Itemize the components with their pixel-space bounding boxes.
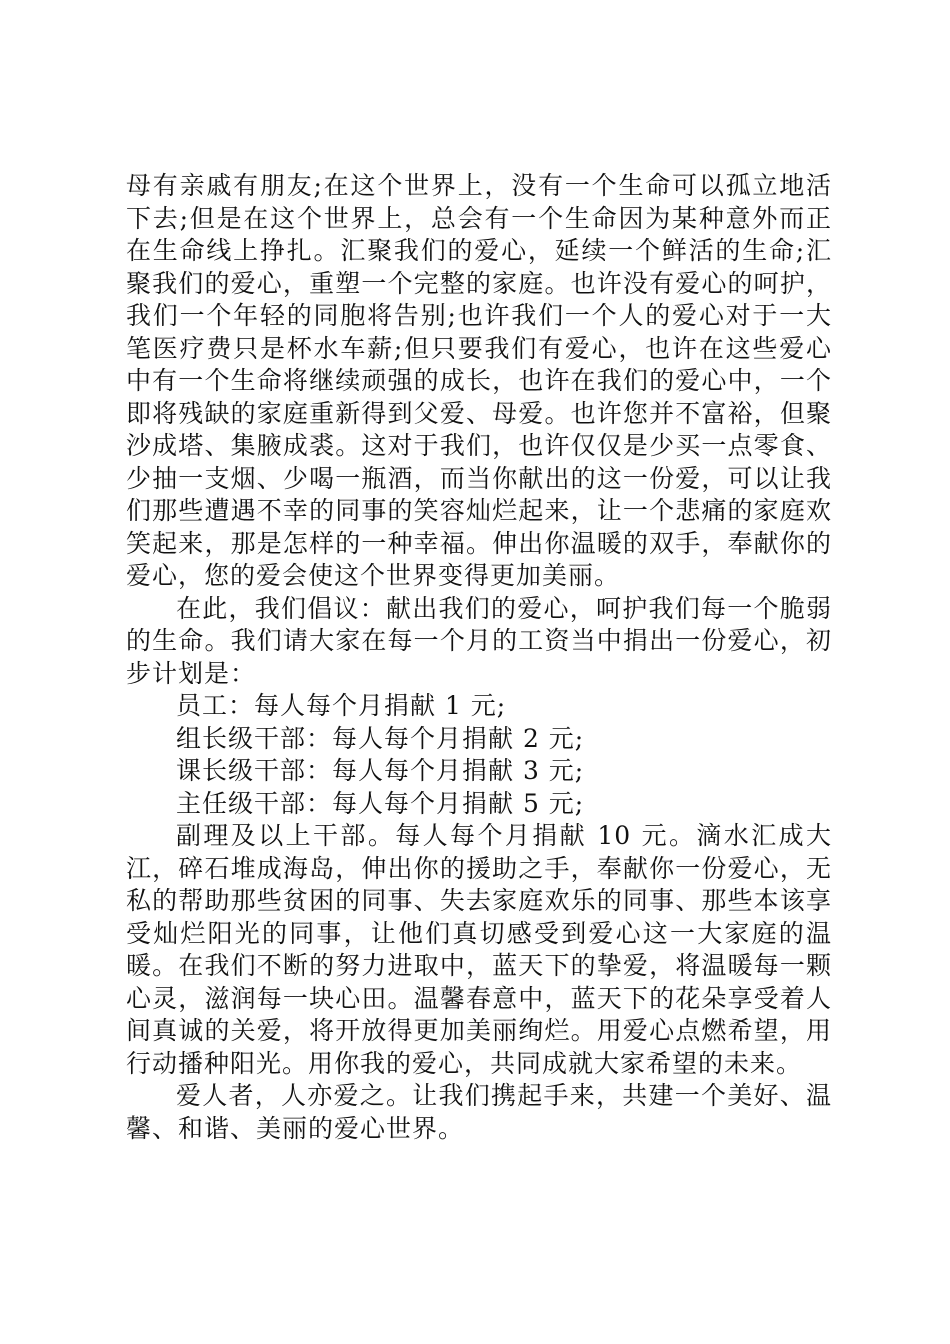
paragraph-intro: 母有亲戚有朋友;在这个世界上，没有一个生命可以孤立地活下去;但是在这个世界上，总会有一个生命因为某种意外而正在生命线上挣扎。汇聚我们的爱心，延续一个鲜活的生命;汇聚我们的爱心，重塑一个完整的家庭。也许没有爱心的呵护，我们一个年轻的同胞将告别;也许我们一个人的爱心对于一大笔医疗费只是杯水车薪;但只要我们有爱心，也许在这些爱心中有一个生命将继续顽强的成长，也许在我们的爱心中，一个即将残缺的家庭重新得到父爱、母爱。也许您并不富裕，但聚沙成塔、集腋成裘。这对于我们，也许仅仅是少买一点零食、少抽一支烟、少喝一瓶酒，而当你献出的这一份爱，可以让我们那些遭遇不幸的同事的笑容灿烂起来，让一个悲痛的家庭欢笑起来，那是怎样的一种幸福。伸出你温暖的双手，奉献你的爱心，您的爱会使这个世界变得更加美丽。 — [126, 171, 832, 590]
document-body — [126, 170, 832, 1145]
plan-item-director: 主任级干部：每人每个月捐献 5 元; — [176, 788, 585, 818]
paragraph-proposal: 在此，我们倡议：献出我们的爱心，呵护我们每一个脆弱的生命。我们请大家在每一个月的工资当中捐出一份爱心，初步计划是： — [126, 593, 832, 688]
plan-item-team-leader: 组长级干部：每人每个月捐献 2 元; — [176, 723, 585, 753]
paragraph-closing: 爱人者，人亦爱之。让我们携起手来，共建一个美好、温馨、和谐、美丽的爱心世界。 — [126, 1081, 832, 1143]
paragraph-deputy-manager: 副理及以上干部。每人每个月捐献 10 元。滴水汇成大江，碎石堆成海岛，伸出你的援助之手，奉献你一份爱心，无私的帮助那些贫困的同事、失去家庭欢乐的同事、那些本该享受灿烂阳光的同事，让他们真切感受到爱心这一大家庭的温暖。在我们不断的努力进取中，蓝天下的挚爱，将温暖每一颗心灵，滋润每一块心田。温馨春意中，蓝天下的花朵享受着人间真诚的关爱，将开放得更加美丽绚烂。用爱心点燃希望，用行动播种阳光。用你我的爱心，共同成就大家希望的未来。 — [126, 821, 832, 1078]
plan-item-staff: 员工：每人每个月捐献 1 元; — [176, 691, 507, 720]
plan-item-section-chief: 课长级干部：每人每个月捐献 3 元; — [176, 756, 585, 785]
